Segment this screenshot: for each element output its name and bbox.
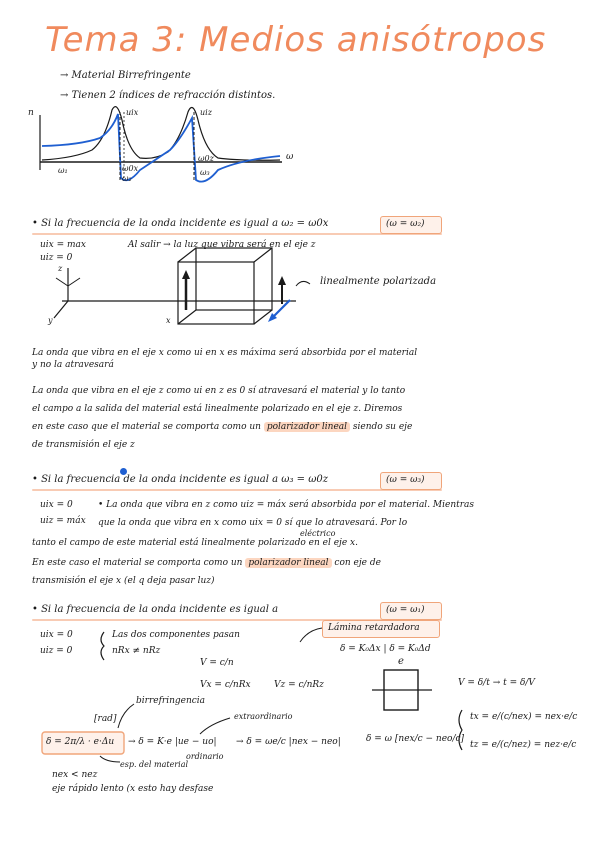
s1-al-salir: Al salir → la luz que vibra será en el eje z [128, 240, 316, 250]
s3-main-eq-2: → δ = K·e |ue − uo| [128, 737, 217, 747]
s3-main-eq: δ = 2π/λ · e·Δu [46, 737, 115, 747]
s3-birref: birrefringencia [136, 696, 206, 706]
s2-cond-1: uix = 0 [40, 500, 73, 510]
intro-line-1: → Material Birrefringente [60, 70, 191, 81]
s3-cond-2: uiz = 0 [40, 646, 73, 656]
s3-tz-eq: tz = e/(c/nez) = nez·e/c [470, 740, 577, 750]
s3-rad: [rad] [94, 714, 117, 724]
s1-p2: el campo a la salida del material está linealmente polarizado en el eje z. Diremos [32, 404, 403, 414]
label-w0z: ω0z [198, 154, 214, 163]
s3-delta-t: δ = ω [nex/c − neo/c] [366, 734, 465, 744]
intro-line-2: → Tienen 2 índices de refracción distintos. [60, 90, 276, 101]
label-w1: ω₁ [58, 166, 68, 175]
s3-cond-1: uix = 0 [40, 630, 73, 640]
s3-brace-text-2: nRx ≠ nRz [112, 646, 161, 656]
s1-linealmente: linealmente polarizada [320, 276, 437, 287]
s3-vx-eq: Vx = c/nRx [200, 680, 251, 690]
s3-heading: • Si la frecuencia de la onda incidente es igual a [32, 604, 279, 615]
graph-y-label: n [28, 108, 34, 118]
s3-nxc: nex < nez [52, 770, 98, 780]
s3-v-t: V = δ/t → t = δ/V [458, 678, 535, 688]
s1-cond-2: uiz = 0 [40, 253, 73, 263]
s1-text-1a: La onda que vibra en el eje x como ui en x es máxima será absorbida por el material [32, 348, 418, 358]
s3-heading-box: (ω = ω₁) [386, 605, 425, 615]
s3-ordinario: ordinario [186, 752, 224, 761]
s3-brace-text: Las dos componentes pasan [112, 630, 240, 640]
label-uix: uix [126, 108, 139, 117]
s2-p3: tanto el campo de este material está linealmente polarizado en el eje x. [32, 538, 358, 548]
s3-main-eq-3: → δ = ωe/c |nex − neo| [236, 737, 341, 747]
s1-p1: La onda que vibra en el eje z como ui en z es 0 sí atravesará el material y lo tanto [32, 386, 406, 396]
page-title: Tema 3: Medios anisótropos [45, 20, 547, 60]
s3-espesor: esp. del material [120, 760, 189, 769]
s3-lamina: Lámina retardadora [328, 623, 420, 633]
s1-axis-z: z [58, 264, 63, 273]
s3-extraord: extraordinario [234, 712, 293, 721]
label-w2: ω₂ [122, 174, 132, 183]
s2-p2: que la onda que vibra en x como uix = 0 sí que lo atravesará. Por lo [98, 518, 408, 528]
s1-cond-1: uix = max [40, 240, 86, 250]
label-w0x: ω0x [122, 164, 139, 173]
s1-heading: • Si la frecuencia de la onda incidente es igual a ω₂ = ω0x [32, 218, 329, 229]
label-w3: ω₃ [200, 168, 210, 177]
s2-cond-2: uiz = máx [40, 516, 86, 526]
s3-e-label: e [398, 656, 404, 667]
s1-text-1b: y no la atravesará [32, 360, 114, 370]
s1-heading-box: (ω = ω₂) [386, 219, 425, 229]
label-uiz: uiz [200, 108, 212, 117]
s2-p1: • La onda que vibra en z como uiz = máx será absorbida por el material. Mientras [98, 500, 475, 510]
s3-tx-eq: tx = e/(c/nex) = nex·e/c [470, 712, 578, 722]
s3-v-eq: V = c/n [200, 658, 234, 668]
s1-p3: en este caso que el material se comporta como un polarizador lineal siendo su eje [32, 422, 413, 432]
s1-axis-y: y [48, 316, 53, 325]
graph-x-label: ω [286, 152, 294, 162]
s2-heading-box: (ω = ω₃) [386, 475, 425, 485]
s1-axis-x: x [166, 316, 171, 325]
s2-p5: transmisión el eje x (el q deja pasar luz) [32, 576, 215, 586]
s2-p4: En este caso el material se comporta como un polarizador lineal con eje de [32, 558, 381, 568]
s1-p4: de transmisión el eje z [32, 440, 135, 450]
s3-rapido: eje rápido lento (x esto hay desfase [52, 784, 214, 794]
s3-delta-eq: δ = K₀Δx | δ = K₀Δd [340, 644, 431, 654]
s3-vz-eq: Vz = c/nRz [274, 680, 324, 690]
s2-heading: • Si la frecuencia de la onda incidente es igual a ω₃ = ω0z [32, 474, 328, 485]
s2-p2-note: eléctrico [300, 529, 336, 538]
